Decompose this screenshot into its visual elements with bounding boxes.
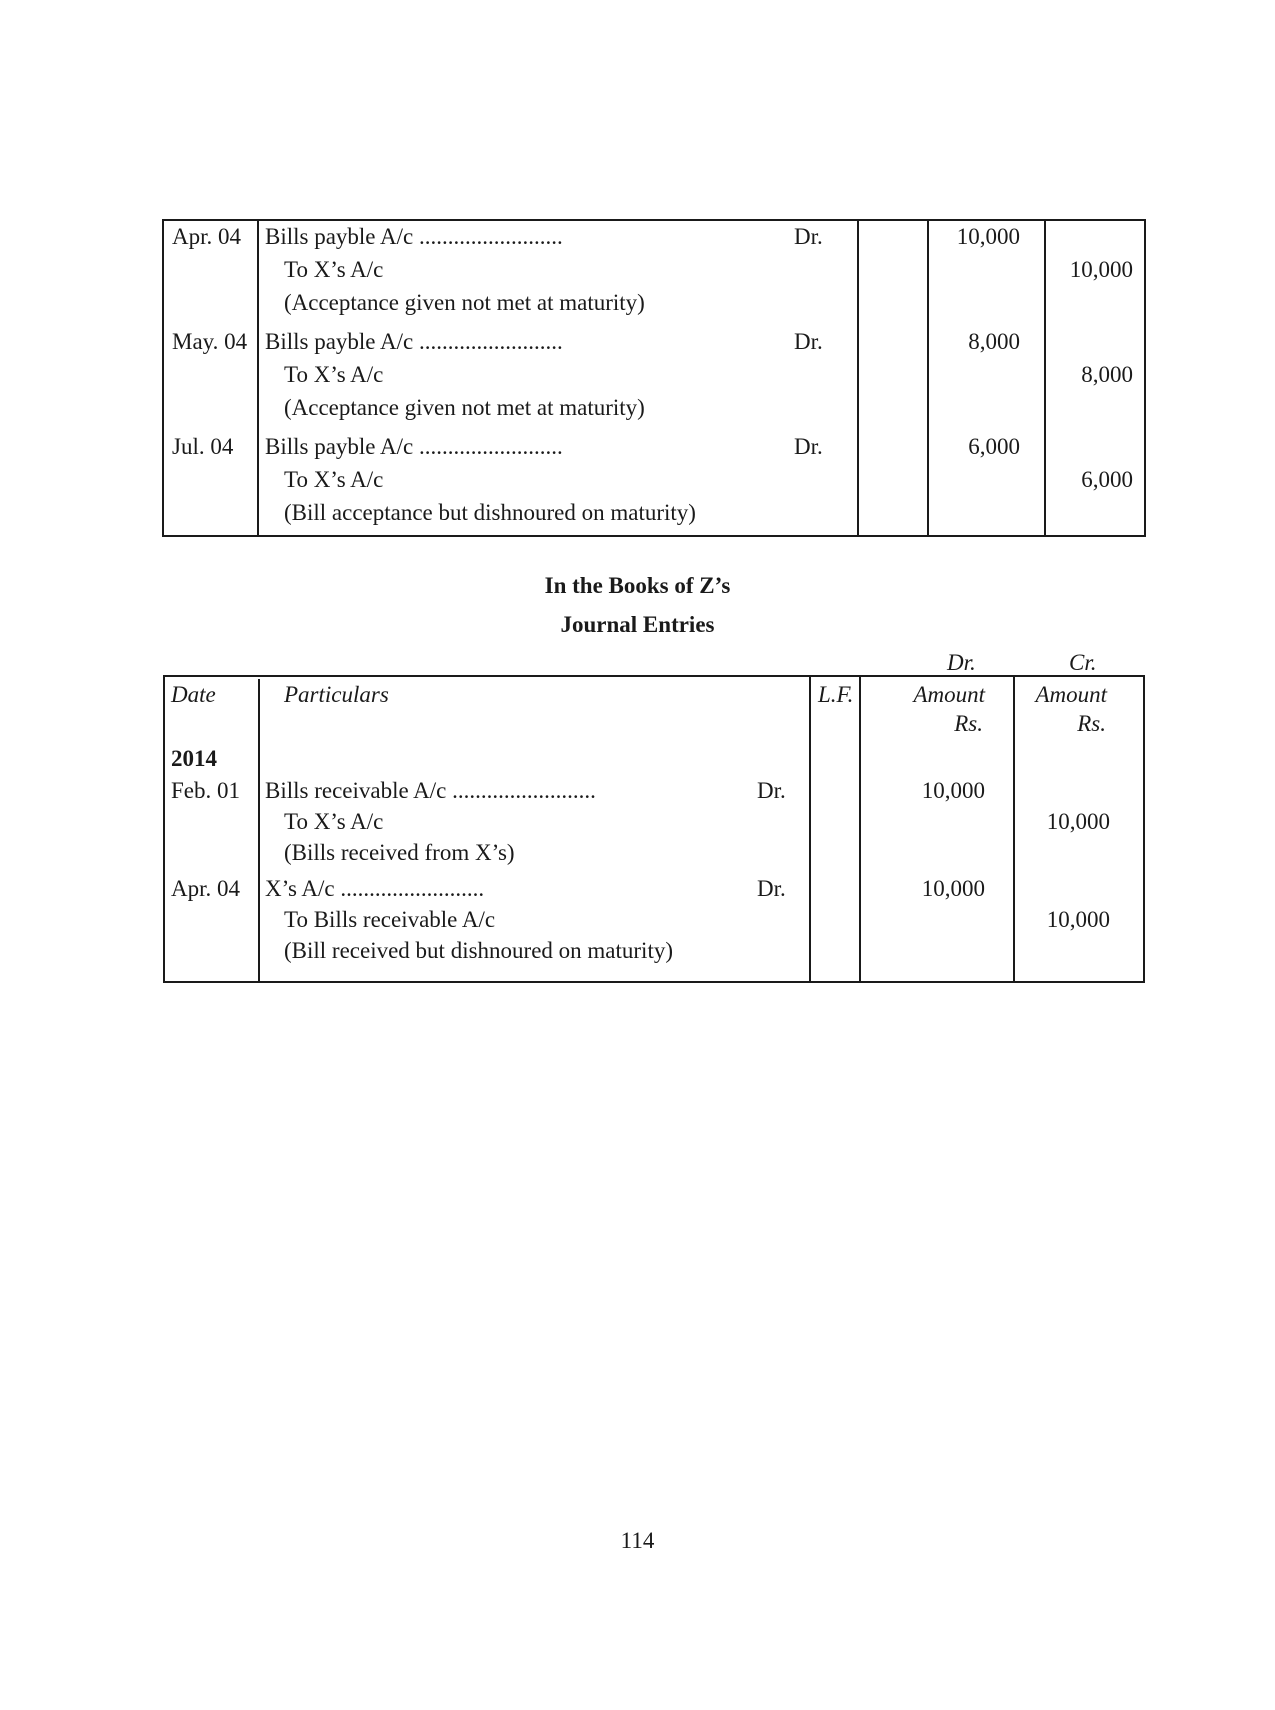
debit-amount: 10,000 — [921, 876, 985, 901]
dr-marker: Dr. — [757, 778, 786, 803]
credit-amount: 10,000 — [1046, 907, 1110, 932]
column-divider — [257, 221, 259, 535]
credit-account: To X’s A/c — [284, 257, 384, 282]
year-label: 2014 — [171, 746, 217, 771]
credit-amount: 10,000 — [1046, 809, 1110, 834]
credit-amount: 6,000 — [1081, 467, 1133, 492]
credit-account: To X’s A/c — [284, 809, 384, 834]
entry-date: Apr. 04 — [171, 876, 240, 901]
debit-amount: 10,000 — [921, 778, 985, 803]
credit-rs-header: Rs. — [1077, 711, 1106, 736]
credit-amount-header: Amount — [1035, 682, 1107, 707]
debit-account: Bills receivable A/c ......................... — [265, 778, 596, 803]
debit-account: X’s A/c ......................... — [265, 876, 485, 901]
column-divider — [809, 677, 811, 981]
debit-rs-header: Rs. — [954, 711, 983, 736]
dr-marker: Dr. — [794, 329, 823, 354]
debit-amount: 6,000 — [968, 434, 1020, 459]
page-number: 114 — [620, 1528, 655, 1553]
column-divider — [857, 221, 859, 535]
credit-amount: 8,000 — [1081, 362, 1133, 387]
column-divider — [927, 221, 929, 535]
debit-amount: 10,000 — [956, 224, 1020, 249]
debit-account: Bills payble A/c ......................... — [265, 329, 563, 354]
dr-marker: Dr. — [794, 224, 823, 249]
credit-amount: 10,000 — [1069, 257, 1133, 282]
narration: (Bills received from X’s) — [284, 840, 515, 865]
entry-date: Jul. 04 — [172, 434, 234, 459]
credit-account: To Bills receivable A/c — [284, 907, 496, 932]
debit-amount: 8,000 — [968, 329, 1020, 354]
journal-table-1 — [162, 219, 1146, 537]
particulars-header: Particulars — [284, 682, 389, 707]
dr-marker: Dr. — [757, 876, 786, 901]
dr-marker: Dr. — [794, 434, 823, 459]
narration: (Acceptance given not met at maturity) — [284, 290, 645, 315]
column-divider — [1044, 221, 1046, 535]
credit-account: To X’s A/c — [284, 362, 384, 387]
credit-account: To X’s A/c — [284, 467, 384, 492]
section-title: In the Books of Z’s — [544, 573, 731, 598]
column-divider — [258, 679, 260, 981]
dr-column-label: Dr. — [947, 650, 976, 675]
journal-table-2 — [163, 675, 1145, 983]
debit-amount-header: Amount — [913, 682, 985, 707]
narration: (Acceptance given not met at maturity) — [284, 395, 645, 420]
section-subtitle: Journal Entries — [560, 612, 715, 637]
lf-header: L.F. — [818, 682, 854, 707]
entry-date: May. 04 — [172, 329, 248, 354]
column-divider — [859, 677, 861, 981]
narration: (Bill acceptance but dishnoured on maturity) — [284, 500, 696, 525]
date-header: Date — [171, 682, 216, 707]
debit-account: Bills payble A/c ......................... — [265, 224, 563, 249]
narration: (Bill received but dishnoured on maturity) — [284, 938, 673, 963]
entry-date: Feb. 01 — [171, 778, 240, 803]
cr-column-label: Cr. — [1069, 650, 1097, 675]
debit-account: Bills payble A/c ......................... — [265, 434, 563, 459]
entry-date: Apr. 04 — [172, 224, 241, 249]
column-divider — [1013, 677, 1015, 981]
